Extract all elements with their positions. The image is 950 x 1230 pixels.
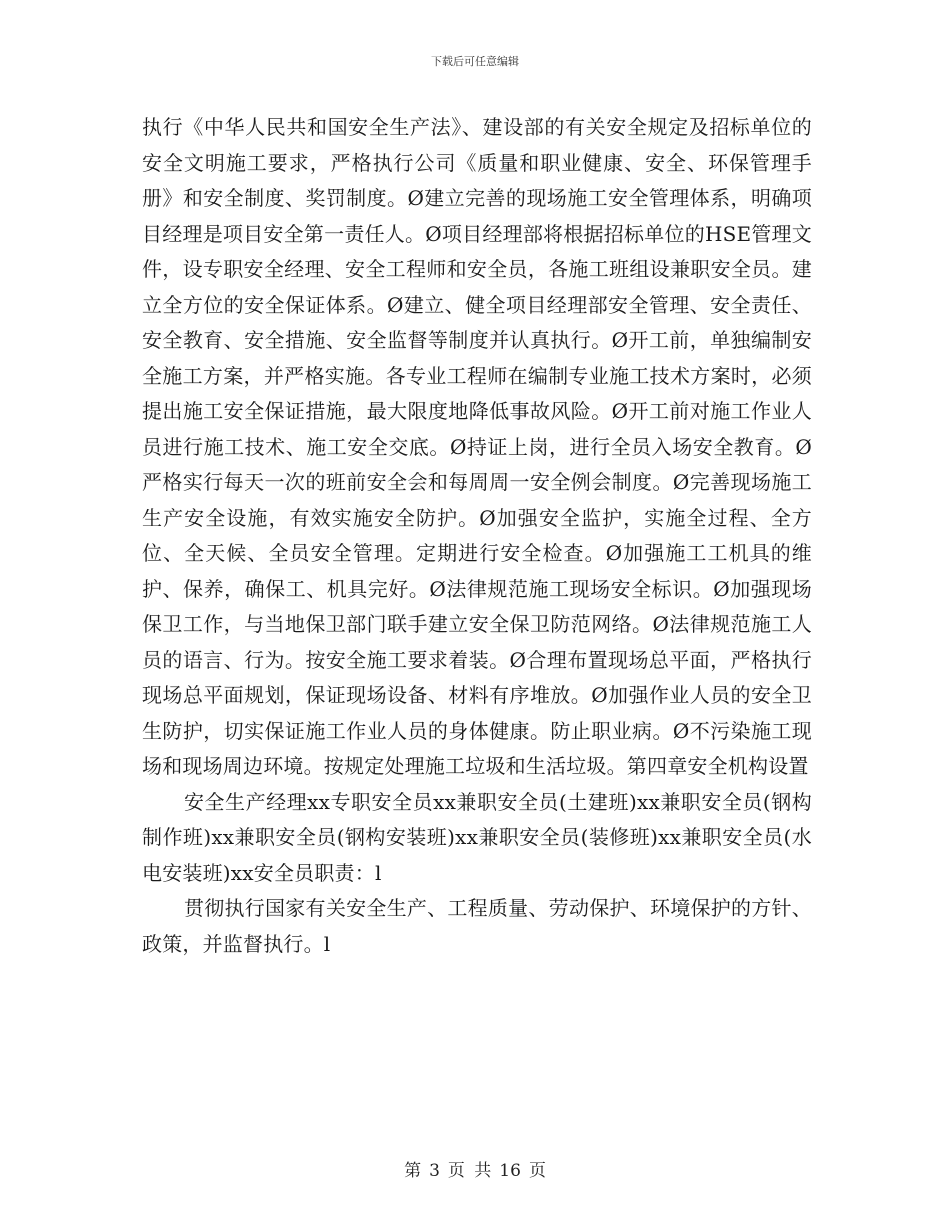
paragraph-safety-duties: 贯彻执行国家有关安全生产、工程质量、劳动保护、环境保护的方针、政策，并监督执行。l (142, 896, 812, 956)
page-number-footer (0, 1156, 950, 1181)
paragraph-safety-organization: 安全生产经理xx专职安全员xx兼职安全员(土建班)xx兼职安全员(钢构制作班)xx兼职安全员(钢构安装班)xx兼职安全员(装修班)xx兼职安全员(水电安装班)xx安全员职责：l (142, 789, 812, 885)
total-page-number: 16 (499, 1161, 521, 1181)
current-page-number: 3 (429, 1161, 440, 1181)
page-header-note: 下载后可任意编辑 (431, 55, 519, 68)
footer-prefix: 第 (404, 1161, 422, 1181)
footer-mid: 页 共 (447, 1161, 492, 1181)
paragraph-safety-measures: 执行《中华人民共和国安全生产法》、建设部的有关安全规定及招标单位的安全文明施工要求，严格执行公司《质量和职业健康、安全、环保管理手册》和安全制度、奖罚制度。Ø建立完善的现场施工安全管理体系，明确项目经理是项目安全第一责任人。Ø项目经理部将根据招标单位的HSE管理文件，设专职安全经理、安全工程师和安全员，各施工班组设兼职安全员。建立全方位的安全保证体系。Ø建立、健全项目经理部安全管理、安全责任、安全教育、安全措施、安全监督等制度并认真执行。Ø开工前，单独编制安全施工方案，并严格实施。各专业工程师在编制专业施工技术方案时，必须提出施工安全保证措施，最大限度地降低事故风险。Ø开工前对施工作业人员进行施工技术、施工安全交底。Ø持证上岗，进行全员入场安全教育。Ø严格实行每天一次的班前安全会和每周周一安全例会制度。Ø完善现场施工生产安全设施，有效实施安全防护。Ø加强安全监护，实施全过程、全方位、全天候、全员安全管理。定期进行安全检查。Ø加强施工工机具的维护、保养，确保工、机具完好。Ø法律规范施工现场安全标识。Ø加强现场保卫工作，与当地保卫部门联手建立安全保卫防范网络。Ø法律规范施工人员的语言、行为。按安全施工要求着装。Ø合理布置现场总平面，严格执行现场总平面规划，保证现场设备、材料有序堆放。Ø加强作业人员的安全卫生防护，切实保证施工作业人员的身体健康。防止职业病。Ø不污染施工现场和现场周边环境。按规定处理施工垃圾和生活垃圾。第四章安全机构设置 (142, 115, 812, 778)
document-body (142, 110, 812, 962)
footer-suffix: 页 (528, 1161, 546, 1181)
